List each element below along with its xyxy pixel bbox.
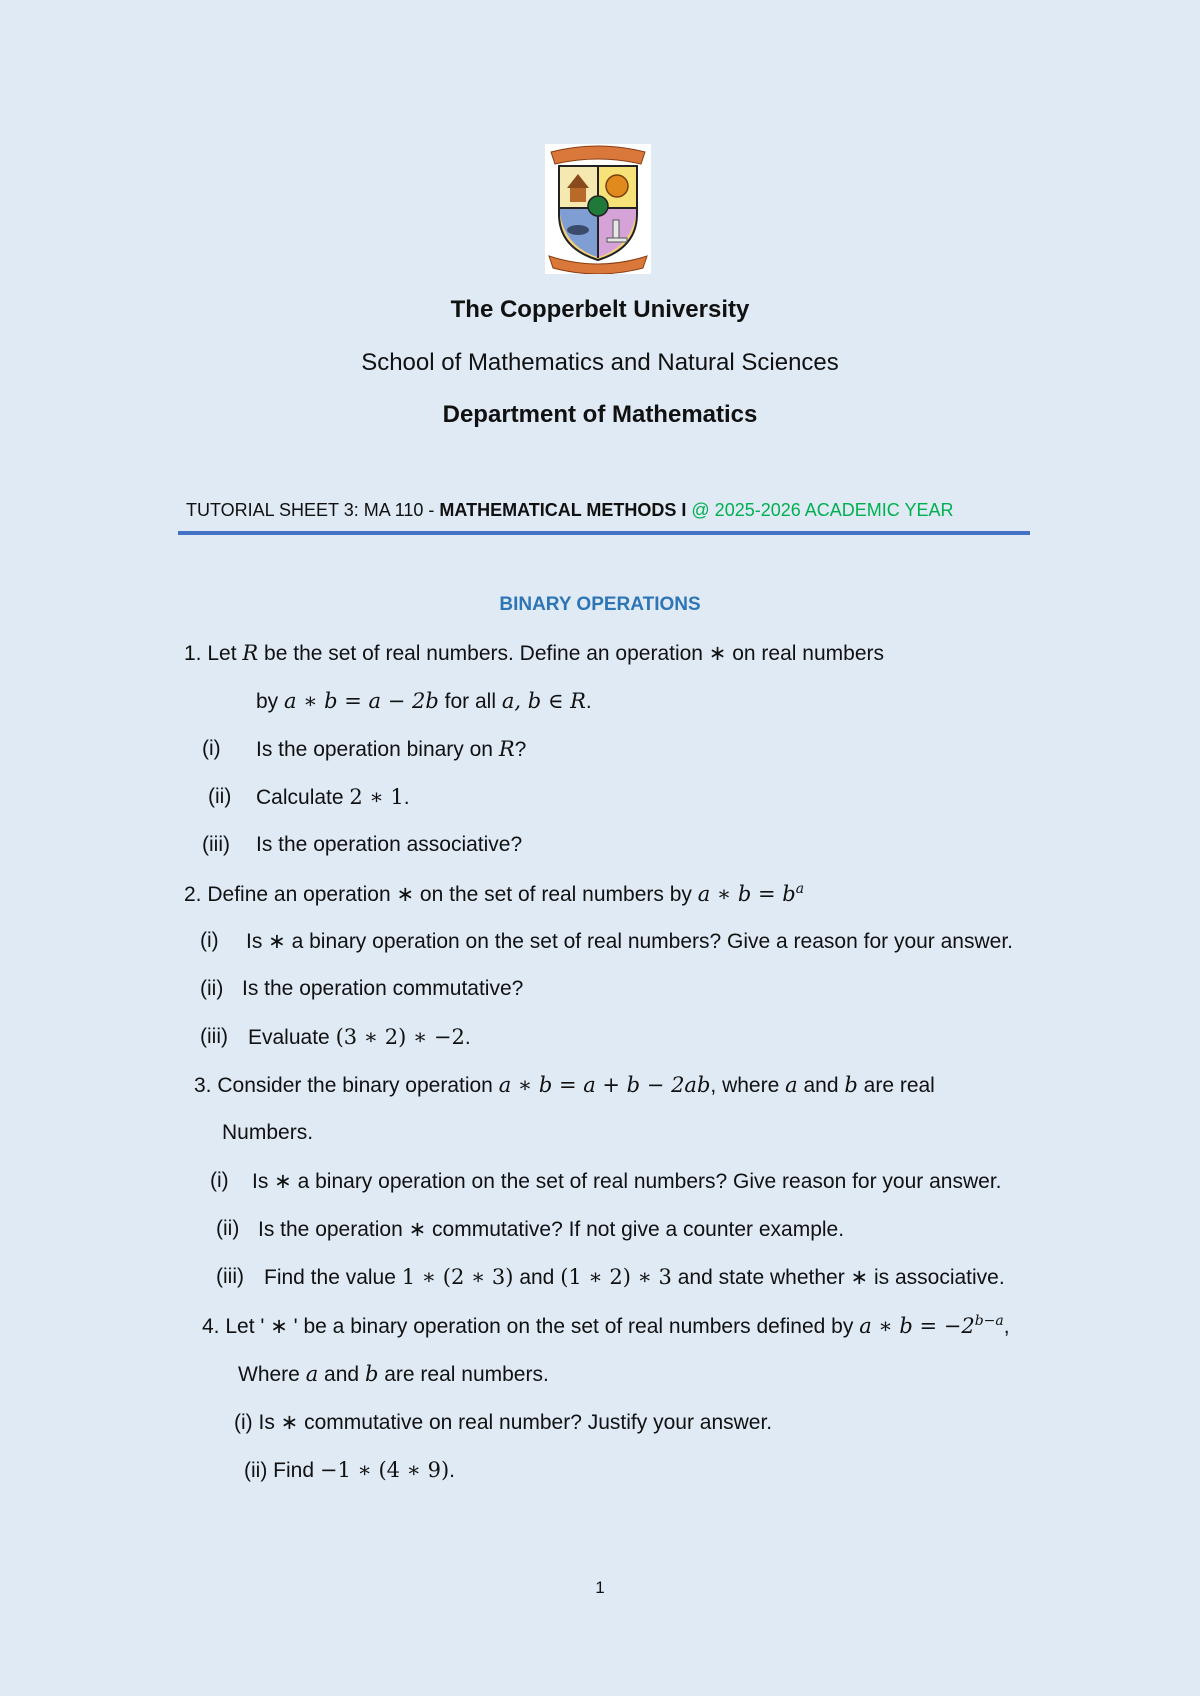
part-number: (i) (202, 737, 221, 760)
q3-and: and (797, 1074, 845, 1097)
part-number: (i) (234, 1411, 253, 1434)
part-number: (ii) (244, 1459, 268, 1482)
q1-part-ii (208, 785, 410, 809)
academic-year: @ 2025-2026 ACADEMIC YEAR (686, 500, 954, 520)
q3-part-ii (216, 1217, 845, 1241)
q1-part-iii (202, 833, 523, 857)
part-text: Find (273, 1459, 320, 1482)
question-4 (202, 1313, 1010, 1339)
part-end: . (449, 1459, 456, 1482)
part-math-2: (1 ∗ 2) ∗ 3 (560, 1265, 672, 1289)
part-math-1: 1 ∗ (2 ∗ 3) (401, 1265, 514, 1289)
q4-where: Where (238, 1363, 306, 1386)
part-and: and (513, 1266, 561, 1289)
part-text: Is ∗ a binary operation on the set of real numbers? Give reason for your answer. (252, 1170, 1002, 1193)
q1-formula: a ∗ b = a − 2b (284, 689, 439, 713)
q3-lead: 3. Consider the binary operation (194, 1074, 499, 1097)
q4-formula: a ∗ b = −2 (859, 1314, 975, 1338)
question-2 (184, 881, 804, 907)
part-end: and state whether ∗ is associative. (671, 1266, 1005, 1289)
part-text: Is ∗ a binary operation on the set of real numbers? Give a reason for your answer. (246, 930, 1014, 953)
page-number: 1 (595, 1578, 605, 1597)
part-number: (ii) (200, 977, 224, 1000)
q4-and: and (318, 1363, 365, 1386)
part-number: (ii) (208, 785, 232, 808)
q1-for-all: for all (438, 690, 502, 713)
part-number: (i) (210, 1169, 229, 1192)
q2-part-i (200, 929, 1014, 953)
q3-tail: are real (857, 1074, 935, 1097)
part-math: −1 ∗ (4 ∗ 9) (319, 1458, 450, 1482)
q3-continuation: Numbers. (222, 1121, 314, 1144)
q1-lead: 1. Let (184, 642, 243, 665)
q2-formula-exponent: a (795, 881, 805, 897)
part-number: (iii) (202, 833, 230, 856)
section-title: BINARY OPERATIONS (499, 594, 701, 615)
part-math: (3 ∗ 2) ∗ −2 (335, 1025, 465, 1049)
q4-lead: 4. Let ' ∗ ' be a binary operation on the set of real numbers defined by (202, 1315, 860, 1338)
part-end: ? (514, 738, 527, 761)
part-text: Find the value (264, 1266, 402, 1289)
q4-var-a: a (305, 1362, 319, 1386)
university-crest-logo (545, 144, 651, 274)
part-text: Is the operation binary on (256, 738, 499, 761)
part-number: (i) (200, 929, 219, 952)
tutorial-sheet-label: TUTORIAL SHEET 3: MA 110 - (186, 500, 440, 520)
course-title: MATHEMATICAL METHODS I (439, 500, 687, 520)
part-end: . (403, 786, 410, 809)
question-3 (194, 1073, 935, 1098)
part-number: (iii) (216, 1265, 244, 1288)
q3-part-iii (216, 1265, 1005, 1289)
q4-part-i (234, 1410, 772, 1435)
q4-tail: are real numbers. (378, 1363, 549, 1386)
part-text: Is the operation commutative? (242, 977, 524, 1000)
q3-var-b: b (844, 1073, 858, 1097)
q4-formula-exponent: b−a (974, 1313, 1004, 1329)
q2-lead: 2. Define an operation ∗ on the set of real numbers by (184, 883, 698, 906)
q3-var-a: a (785, 1073, 798, 1097)
q1-by: by (256, 690, 285, 713)
q1-set-symbol: R (242, 641, 259, 665)
part-math: 2 ∗ 1 (349, 785, 404, 809)
part-text: Is the operation ∗ commutative? If not give a counter example. (258, 1218, 845, 1241)
q2-part-ii (200, 977, 524, 1001)
q3-mid: , where (710, 1074, 786, 1097)
q4-comma: , (1003, 1315, 1010, 1338)
q3-formula: a ∗ b = a + b − 2ab (498, 1073, 711, 1097)
q1-vars: a, b ∈ R (501, 689, 586, 713)
copperbelt-university-crest-icon (545, 144, 651, 274)
part-math: R (498, 737, 515, 761)
question-1 (184, 641, 884, 666)
q2-part-iii (200, 1025, 471, 1049)
q4-var-b: b (364, 1362, 379, 1386)
part-text: Evaluate (248, 1026, 336, 1049)
university-name: The Copperbelt University (450, 296, 750, 323)
part-text: Is ∗ commutative on real number? Justify your answer. (258, 1411, 773, 1434)
q3-part-i (210, 1169, 1002, 1193)
school-name: School of Mathematics and Natural Sciences (361, 349, 839, 376)
q1-part-i (202, 737, 527, 761)
question-1-definition (256, 689, 592, 714)
q4-part-ii (244, 1458, 455, 1483)
q1-text: be the set of real numbers. Define an operation ∗ on real numbers (258, 642, 884, 665)
part-number: (iii) (200, 1025, 228, 1048)
q1-end: . (585, 690, 592, 713)
part-number: (ii) (216, 1217, 240, 1240)
part-text: Calculate (256, 786, 350, 809)
q2-formula: a ∗ b = b (697, 882, 796, 906)
title-underline (178, 531, 1030, 535)
part-text: Is the operation associative? (256, 833, 523, 856)
q4-continuation (238, 1362, 549, 1387)
tutorial-title-line (186, 500, 953, 521)
part-end: . (464, 1026, 471, 1049)
department-name: Department of Mathematics (442, 401, 758, 428)
